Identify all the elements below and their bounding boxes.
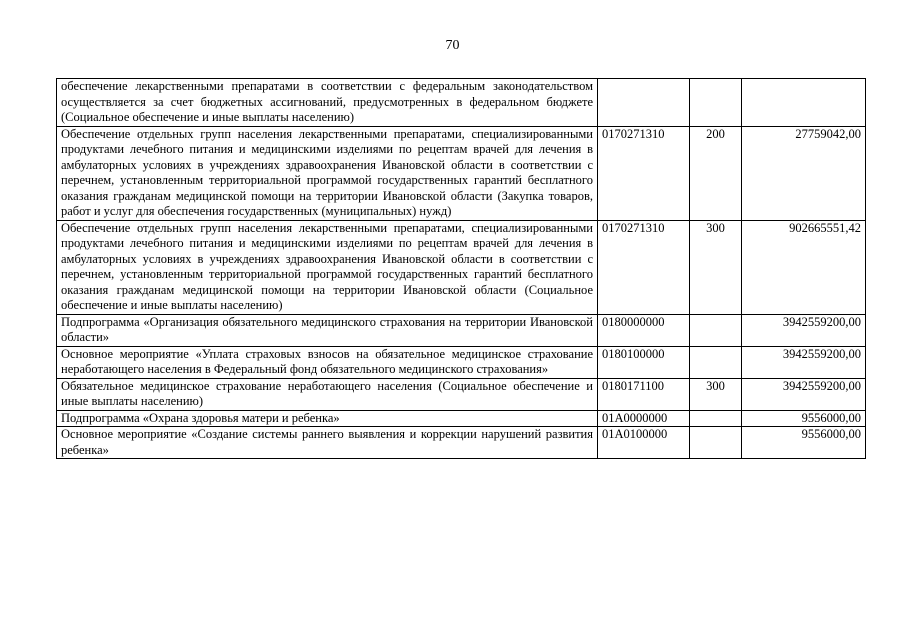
row-description: Подпрограмма «Организация обязательного медицинского страхования на территории Ивановской области»: [57, 314, 598, 346]
table-row: [57, 410, 866, 427]
row-amount: 3942559200,00: [742, 314, 866, 346]
row-description: Обязательное медицинское страхование неработающего населения (Социальное обеспечение и иные выплаты населению): [57, 378, 598, 410]
budget-table-body: [57, 79, 866, 459]
row-expense-type: 300: [690, 220, 742, 314]
row-target-code: 0180100000: [598, 346, 690, 378]
row-amount: 902665551,42: [742, 220, 866, 314]
row-amount: 27759042,00: [742, 126, 866, 220]
row-description: Основное мероприятие «Создание системы раннего выявления и коррекции нарушений развития ребенка»: [57, 427, 598, 459]
table-row: [57, 427, 866, 459]
row-expense-type: [690, 346, 742, 378]
row-amount: 9556000,00: [742, 410, 866, 427]
table-row: [57, 346, 866, 378]
table-row: [57, 378, 866, 410]
budget-table: [56, 78, 866, 459]
row-amount: 9556000,00: [742, 427, 866, 459]
row-expense-type: [690, 427, 742, 459]
row-target-code: 0170271310: [598, 220, 690, 314]
row-expense-type: 200: [690, 126, 742, 220]
row-target-code: 01А0000000: [598, 410, 690, 427]
row-expense-type: [690, 314, 742, 346]
row-expense-type: 300: [690, 378, 742, 410]
table-row: [57, 126, 866, 220]
table-row: [57, 220, 866, 314]
row-target-code: 0180000000: [598, 314, 690, 346]
page-number: 70: [445, 38, 460, 53]
table-row: [57, 79, 866, 127]
table-row: [57, 314, 866, 346]
row-target-code: 0180171100: [598, 378, 690, 410]
row-expense-type: [690, 79, 742, 127]
row-amount: [742, 79, 866, 127]
row-description: Основное мероприятие «Уплата страховых взносов на обязательное медицинское страхование неработающего населения в Федеральный фонд обязательного медицинского страхования»: [57, 346, 598, 378]
row-description: обеспечение лекарственными препаратами в соответствии с федеральным законодательством осуществляется за счет бюджетных ассигнований, предусмотренных в федеральном бюджете (Социальное обеспечение и иные выплаты населению): [57, 79, 598, 127]
row-target-code: 01А0100000: [598, 427, 690, 459]
row-description: Обеспечение отдельных групп населения лекарственными препаратами, специализированными продуктами лечебного питания и медицинскими изделиями по рецептам врачей для лечения в амбулаторных условиях в учреждениях здравоохранения Ивановской области в соответствии с перечнем, установленным территориальной программой государственных гарантий бесплатного оказания гражданам медицинской помощи на территории Ивановской области (Закупка товаров, работ и услуг для обеспечения государственных (муниципальных) нужд): [57, 126, 598, 220]
row-target-code: [598, 79, 690, 127]
row-description: Подпрограмма «Охрана здоровья матери и ребенка»: [57, 410, 598, 427]
row-expense-type: [690, 410, 742, 427]
row-description: Обеспечение отдельных групп населения лекарственными препаратами, специализированными продуктами лечебного питания и медицинскими изделиями по рецептам врачей для лечения в амбулаторных условиях в учреждениях здравоохранения Ивановской области в соответствии с перечнем, установленным территориальной программой государственных гарантий бесплатного оказания гражданам медицинской помощи на территории Ивановской области (Социальное обеспечение и иные выплаты населению): [57, 220, 598, 314]
row-amount: 3942559200,00: [742, 346, 866, 378]
row-amount: 3942559200,00: [742, 378, 866, 410]
row-target-code: 0170271310: [598, 126, 690, 220]
